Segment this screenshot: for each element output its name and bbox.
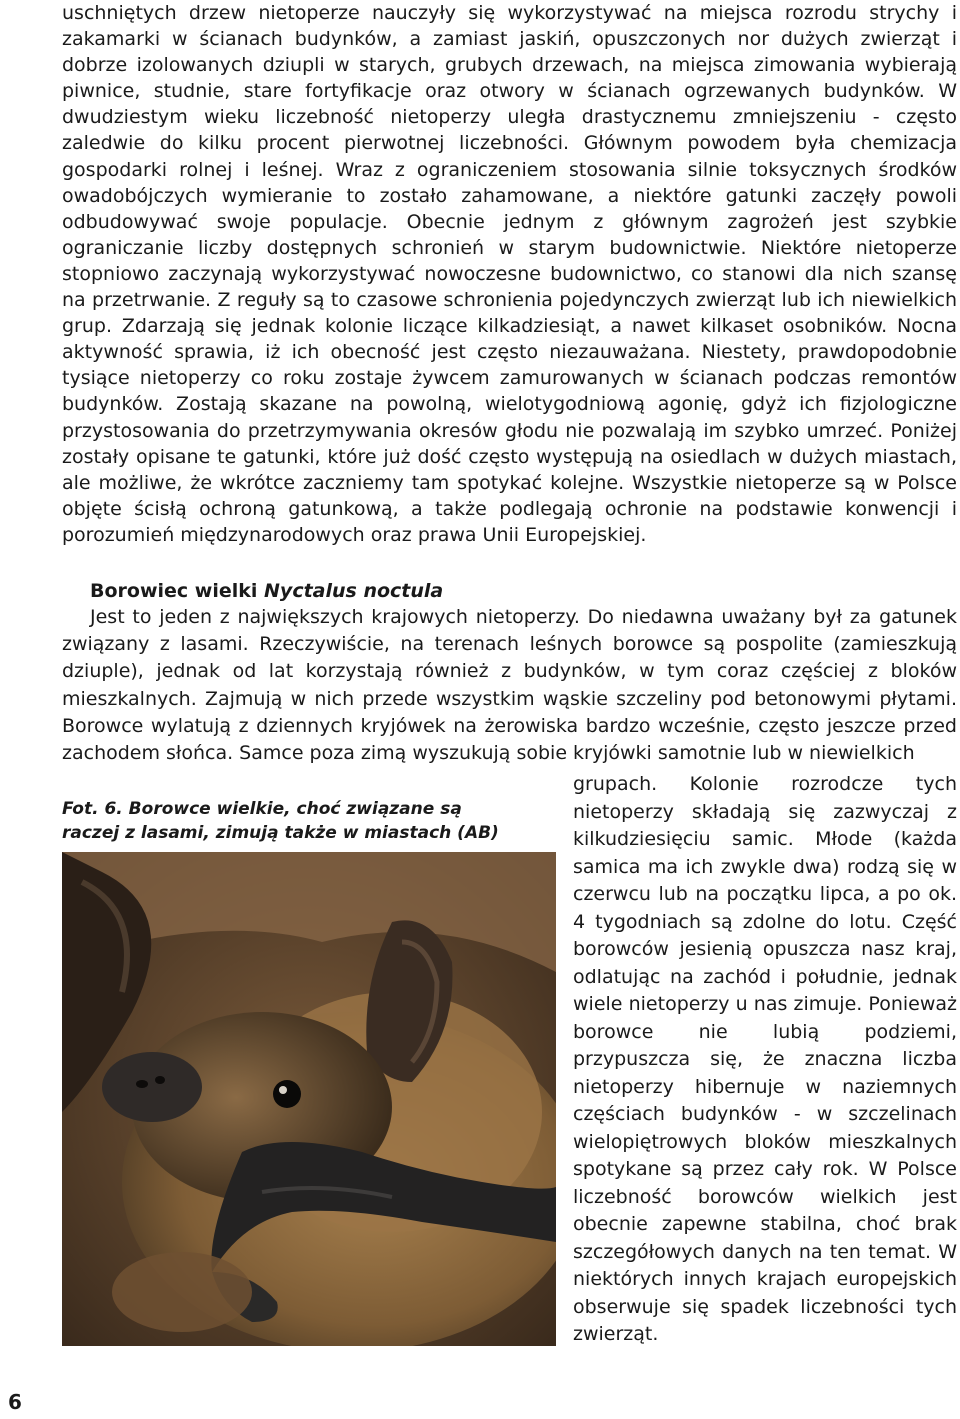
- section-body-text: Jest to jeden z największych krajowych nietoperzy. Do niedawna uważany był za gatunek związany z lasami. Rzeczywiście, na terenach leśnych borowce są pospolite (zamieszkują dziuple), jednak od lat korzystają również z budynków, w tym coraz częściej z bloków mieszkalnych. Zajmują w nich przede wszystkim wąskie szczeliny pod betonowymi płytami. Borowce wylatują z dziennych kryjówek na żerowiska bardzo wcześnie, często jeszcze przed zachodem słońca. Samce poza zimą wyszukują sobie kryjówki samotnie lub w niewielkich: [62, 606, 957, 765]
- section-heading: [90, 578, 443, 604]
- species-common-name: Borowiec wielki: [90, 580, 258, 602]
- bat-photo: [62, 852, 556, 1346]
- photo-caption: Fot. 6. Borowce wielkie, choć związane są raczej z lasami, zimują także w miastach (AB): [62, 799, 499, 843]
- section-body: [62, 604, 957, 767]
- page-number: 6: [8, 1390, 22, 1414]
- section-body-column: grupach. Kolonie rozrodcze tych nietoperzy składają się zazwyczaj z kilkudziesięciu samic. Młode (każda samica ma ich zwykle dwa) rodzą się w czerwcu lub na początku lipca, a po ok. 4 tygodniach są zdolne do lotu. Część borowców jesienią opuszcza nasz kraj, odlatując na zachód i południe, jednak wiele nietoperzy u nas zimuje. Ponieważ borowce nie lubią podziemi, przypuszcza się, że znaczna liczba nietoperzy hibernuje w naziemnych częściach budynków - w szczelinach wielopiętrowych bloków mieszkalnych spotykane są przez cały rok. W Polsce liczebność borowców wielkich jest obecnie zapewne stabilna, choć brak szczegółowych danych na ten temat. W niektórych innych krajach europejskich obserwuje się spadek liczebności tych zwierząt.: [573, 773, 957, 1345]
- intro-paragraph: uschniętych drzew nietoperze nauczyły się wykorzystywać na miejsca rozrodu strychy i zakamarki w ścianach budynków, a zamiast jaskiń, opuszczonych nor dużych zwierząt i dobrze izolowanych dziupli w starych, grubych drzewach, na miejsca zimowania wybierają piwnice, studnie, stare fortyfikacje oraz otwory w ścianach ogrzewanych budynków. W dwudziestym wieku liczebność nietoperzy uległa drastycznemu zmniejszeniu - często zaledwie do kilku procent pierwotnej liczebności. Głównym powodem była chemizacja gospodarki rolnej i leśnej. Wraz z ograniczeniem stosowania silnie toksycznych środków owadobójczych wymieranie to zostało zahamowane, a niektóre gatunki zaczęły powoli odbudowywać swoje populacje. Obecnie jednym z głównym zagrożeń jest szybkie ograniczanie liczby dostępnych schronień w starym budownictwie. Niektóre nietoperze stopniowo zaczynają wykorzystywać nowoczesne budownictwo, co stanowi dla nich szansę na przetrwanie. Z reguły są to czasowe schronienia pojedynczych zwierząt lub ich niewielkich grup. Zdarzają się jednak kolonie liczące kilkadziesiąt, a nawet kilkaset osobników. Nocna aktywność sprawia, iż ich obecność jest często niezauważana. Niestety, prawdopodobnie tysiące nietoperzy co roku zostaje żywcem zamurowanych w ścianach podczas remontów budynków. Zostają skazane na powolną, wielotygodniową agonię, gdyż ich fizjologiczne przystosowania do przetrzymywania okresów głodu nie pozwalają im szybko umrzeć. Poniżej zostały opisane te gatunki, które już dość często występują na osiedlach w dużych miastach, ale możliwe, że wkrótce zaczniemy tam spotykać kolejne. Wszystkie nietoperze są w Polsce objęte ścisłą ochroną gatunkową, a także podlegają ochronie na podstawie konwencji i porozumień międzynarodowych oraz prawa Unii Europejskiej.: [62, 2, 957, 546]
- species-latin-name: Nyctalus noctula: [264, 580, 444, 602]
